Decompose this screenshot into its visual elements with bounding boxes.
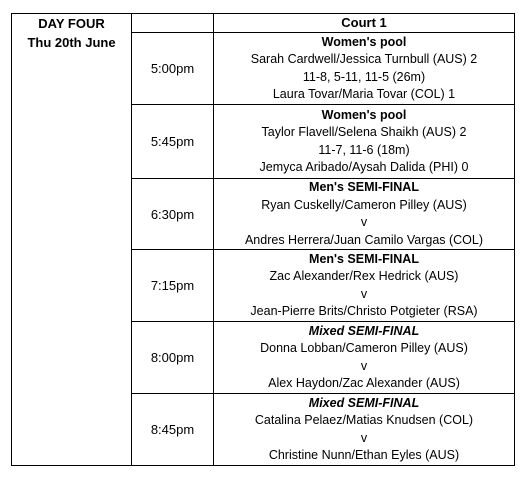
slot-time: 8:45pm (132, 394, 214, 465)
match-line: Zac Alexander/Rex Hedrick (AUS) (269, 269, 459, 283)
match-title: Men's SEMI-FINAL (309, 180, 419, 194)
match-line: v (360, 286, 368, 301)
match-line: Alex Haydon/Zac Alexander (AUS) (268, 376, 460, 390)
match-details (214, 322, 514, 393)
match-slot (132, 105, 514, 179)
match-details (214, 179, 514, 249)
time-header-cell (132, 14, 214, 33)
slot-time: 7:15pm (132, 250, 214, 321)
match-line: Jean-Pierre Brits/Christo Potgieter (RSA) (250, 304, 478, 318)
match-title: Men's SEMI-FINAL (309, 251, 419, 266)
match-slot (132, 33, 514, 105)
match-line: Andres Herrera/Juan Camilo Vargas (COL) (244, 232, 484, 247)
match-title: Mixed SEMI-FINAL (308, 323, 420, 338)
match-line: Taylor Flavell/Selena Shaikh (AUS) 2 (261, 125, 467, 139)
match-line: v (360, 430, 368, 445)
match-details (214, 33, 514, 104)
match-line: 11-7, 11-6 (18m) (318, 142, 410, 157)
slot-time: 5:00pm (132, 33, 214, 104)
match-details (214, 250, 514, 321)
match-line: v (360, 215, 368, 229)
match-title: Mixed SEMI-FINAL (308, 395, 420, 410)
match-slot (132, 394, 514, 465)
match-details (214, 105, 514, 178)
match-line: Sarah Cardwell/Jessica Turnbull (AUS) 2 (250, 52, 478, 66)
slot-time: 5:45pm (132, 105, 214, 178)
slot-time: 8:00pm (132, 322, 214, 393)
match-line: Catalina Pelaez/Matias Knudsen (COL) (254, 413, 474, 427)
match-line: Jemyca Aribado/Aysah Dalida (PHI) 0 (259, 160, 469, 174)
match-line: Laura Tovar/Maria Tovar (COL) 1 (272, 87, 456, 101)
day-column (12, 14, 132, 465)
match-details (214, 394, 514, 465)
match-line: Ryan Cuskelly/Cameron Pilley (AUS) (261, 197, 467, 212)
day-label: DAY FOUR (38, 16, 105, 31)
date-label: Thu 20th June (27, 35, 116, 50)
match-slot (132, 179, 514, 250)
match-slot (132, 322, 514, 394)
match-title: Women's pool (321, 107, 407, 122)
schedule-table (11, 13, 515, 466)
court-header: Court 1 (214, 14, 514, 33)
match-title: Women's pool (321, 34, 407, 49)
match-line: v (360, 358, 368, 373)
match-slot (132, 250, 514, 322)
match-line: Donna Lobban/Cameron Pilley (AUS) (260, 341, 468, 355)
match-line: Christine Nunn/Ethan Eyles (AUS) (268, 448, 460, 462)
slot-time: 6:30pm (132, 179, 214, 249)
match-line: 11-8, 5-11, 11-5 (26m) (302, 69, 426, 84)
